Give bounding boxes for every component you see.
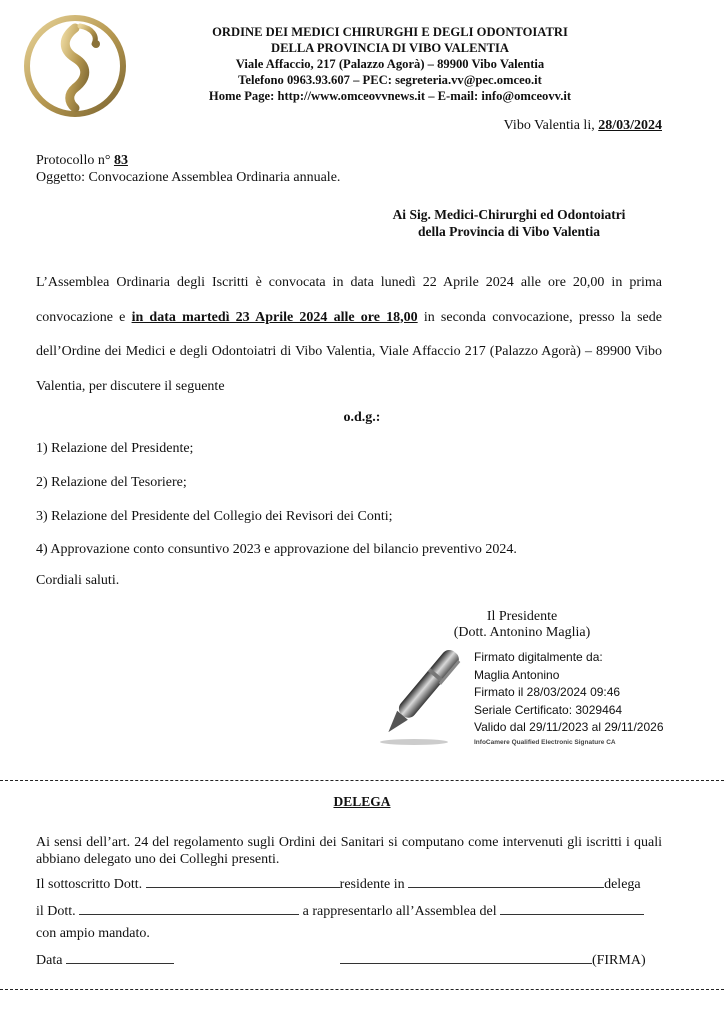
sig-line: Valido dal 29/11/2023 al 29/11/2026 <box>474 720 664 734</box>
convocation-paragraph: L’Assemblea Ordinaria degli Iscritti è convocata in data lunedì 22 Aprile 2024 alle ore 20,00 in prima convocazione e in data martedì 23 Aprile 2024 alle ore 18,00 in seconda convocazione, presso la sede dell’Ordine dei Medici e degli Odontoiatri di Vibo Valentia, Viale Affaccio 217 (Palazzo Agorà) – 89900 Vibo Valentia, per discutere il seguente <box>36 275 662 394</box>
delega-row-4: Data (FIRMA) <box>36 950 646 969</box>
agenda-title: o.d.g.: <box>343 410 381 425</box>
protocol-number: 83 <box>113 153 128 168</box>
delega-text: Ai sensi dell’art. 24 del regolamento sugli Ordini dei Sanitari si computano come intervenuti gli iscritti i quali abbiano delegato uno dei Colleghi presenti. <box>36 835 662 867</box>
delega-row-3: con ampio mandato. <box>36 926 150 941</box>
date-field[interactable] <box>66 950 174 964</box>
org-address: Viale Affaccio, 217 (Palazzo Agorà) – 89900 Vibo Valentia <box>235 57 545 71</box>
date-value: 28/03/2024 <box>598 118 662 133</box>
residence-field[interactable] <box>408 874 604 888</box>
letter-date: Vibo Valentia li, 28/03/2024 <box>503 118 662 133</box>
president-block <box>440 609 604 641</box>
org-contacts: Telefono 0963.93.607 – PEC: segreteria.vv@pec.omceo.it <box>238 73 542 87</box>
agenda-item: 2) Relazione del Tesoriere; <box>36 475 187 490</box>
org-web: Home Page: http://www.omceovvnews.it – E-mail: info@omceovv.it <box>208 89 572 103</box>
recipients-line1: Ai Sig. Medici-Chirurghi ed Odontoiatri <box>392 207 626 222</box>
digital-signature <box>474 649 664 749</box>
sig-ca: InfoCamere Qualified Electronic Signature CA <box>474 738 616 746</box>
subject-line: Oggetto: Convocazione Assemblea Ordinaria annuale. <box>36 170 341 185</box>
president-name: (Dott. Antonino Maglia) <box>453 625 591 640</box>
recipients <box>364 206 654 240</box>
delega-title: DELEGA <box>333 794 391 809</box>
agenda-item: 4) Approvazione conto consuntivo 2023 e approvazione del bilancio preventivo 2024. <box>36 542 517 557</box>
closing-greeting: Cordiali saluti. <box>36 573 120 588</box>
signature-field[interactable] <box>340 950 592 964</box>
recipients-line2: della Provincia di Vibo Valentia <box>417 224 601 239</box>
serpent-staff-logo-icon <box>22 14 128 118</box>
agenda-item: 1) Relazione del Presidente; <box>36 441 194 456</box>
delega-row-2: il Dott. a rappresentarlo all’Assemblea del <box>36 901 644 920</box>
org-name-line1: ORDINE DEI MEDICI CHIRURGHI E DEGLI ODONTOIATRI <box>212 25 568 39</box>
sig-line: Seriale Certificato: 3029464 <box>474 702 623 717</box>
president-title: Il Presidente <box>486 609 558 624</box>
agenda-item: 3) Relazione del Presidente del Collegio dei Revisori dei Conti; <box>36 509 393 524</box>
pen-icon <box>370 646 470 748</box>
assembly-date-field[interactable] <box>500 901 644 915</box>
cut-line <box>0 989 724 990</box>
sig-line: Firmato il 28/03/2024 09:46 <box>474 685 621 699</box>
protocol-line: Protocollo n° 83 <box>36 153 128 168</box>
org-name-line2: DELLA PROVINCIA DI VIBO VALENTIA <box>271 41 509 55</box>
sig-line: Firmato digitalmente da: <box>474 650 603 664</box>
second-convocation-date: in data martedì 23 Aprile 2024 alle ore 18,00 <box>131 309 418 325</box>
letterhead <box>140 24 640 104</box>
delega-row-1: Il sottoscritto Dott. residente in delega <box>36 874 641 893</box>
doctor-name-field[interactable] <box>146 874 340 888</box>
protocol-block <box>36 152 340 186</box>
sig-line: Maglia Antonino <box>474 667 560 682</box>
delegate-name-field[interactable] <box>79 901 299 915</box>
cut-line <box>0 780 724 781</box>
